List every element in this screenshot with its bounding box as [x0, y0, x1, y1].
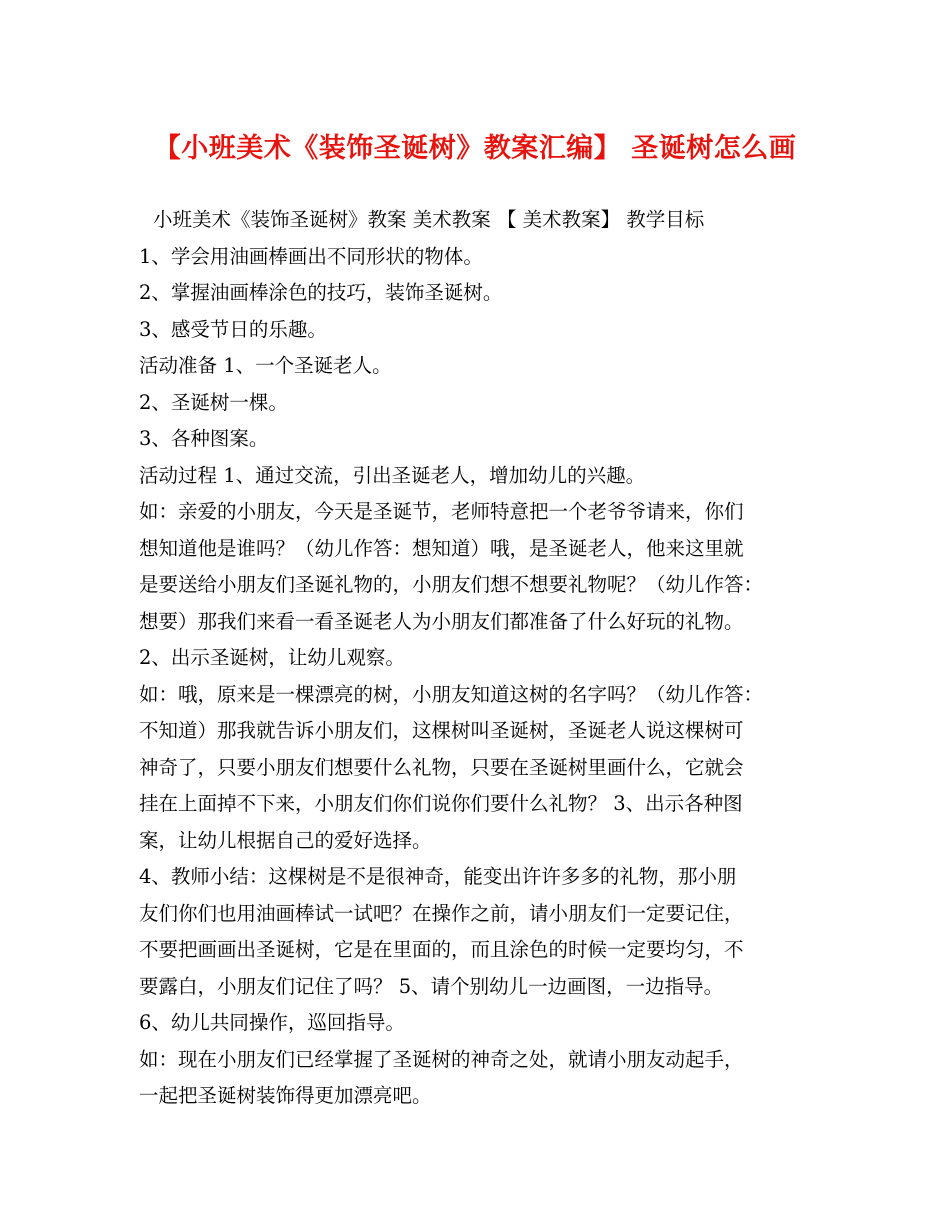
- body-line: 2、出示圣诞树，让幼儿观察。: [139, 646, 405, 669]
- body-line: 如：现在小朋友们已经掌握了圣诞树的神奇之处，就请小朋友动起手，: [139, 1047, 744, 1071]
- body-line: 活动准备 1、一个圣诞老人。: [139, 354, 392, 377]
- body-line: 神奇了，只要小朋友们想要什么礼物，只要在圣诞树里画什么，它就会: [139, 755, 744, 779]
- document-title: 【小班美术《装饰圣诞树》教案汇编】 圣诞树怎么画: [153, 133, 797, 164]
- body-line: 友们你们也用油画棒试一试吧？在操作之前，请小朋友们一定要记住，: [139, 901, 744, 925]
- body-line: 一起把圣诞树装饰得更加漂亮吧。: [139, 1084, 432, 1107]
- body-line: 3、感受节日的乐趣。: [139, 317, 327, 341]
- body-line: 挂在上面掉不下来，小朋友们你们说你们要什么礼物？ 3、出示各种图: [139, 792, 743, 815]
- body-line: 不知道）那我就告诉小朋友们，这棵树叫圣诞树，圣诞老人说这棵树可: [139, 719, 744, 742]
- body-line: 如：哦，原来是一棵漂亮的树，小朋友知道这树的名字吗？（幼儿作答：: [139, 682, 764, 706]
- body-line: 案，让幼儿根据自己的爱好选择。: [139, 828, 432, 852]
- document-body: [139, 202, 829, 1115]
- body-line: 4、教师小结：这棵树是不是很神奇，能变出许许多多的礼物，那小朋: [139, 865, 737, 888]
- body-line: 2、掌握油画棒涂色的技巧，装饰圣诞树。: [139, 281, 503, 304]
- body-line: 活动过程 1、通过交流，引出圣诞老人，增加幼儿的兴趣。: [139, 463, 646, 487]
- body-line: 小班美术《装饰圣诞树》教案 美术教案 【 美术教案】 教学目标: [153, 208, 705, 231]
- body-line: 如：亲爱的小朋友，今天是圣诞节，老师特意把一个老爷爷请来，你们: [139, 500, 744, 523]
- body-line: 3、各种图案。: [139, 427, 269, 450]
- body-line: 想知道他是谁吗？（幼儿作答：想知道）哦，是圣诞老人，他来这里就: [139, 536, 744, 560]
- body-line: 要露白，小朋友们记住了吗？ 5、请个别幼儿一边画图，一边指导。: [139, 974, 724, 998]
- body-line: 不要把画画出圣诞树，它是在里面的，而且涂色的时候一定要均匀，不: [139, 938, 744, 961]
- body-line: 是要送给小朋友们圣诞礼物的，小朋友们想不想要礼物呢？（幼儿作答：: [139, 573, 764, 596]
- body-line: 6、幼儿共同操作，巡回指导。: [139, 1011, 405, 1034]
- body-line: 2、圣诞树一棵。: [139, 390, 288, 414]
- body-line: 想要）那我们来看一看圣诞老人为小朋友们都准备了什么好玩的礼物。: [139, 609, 744, 633]
- body-line: 1、学会用油画棒画出不同形状的物体。: [139, 244, 483, 268]
